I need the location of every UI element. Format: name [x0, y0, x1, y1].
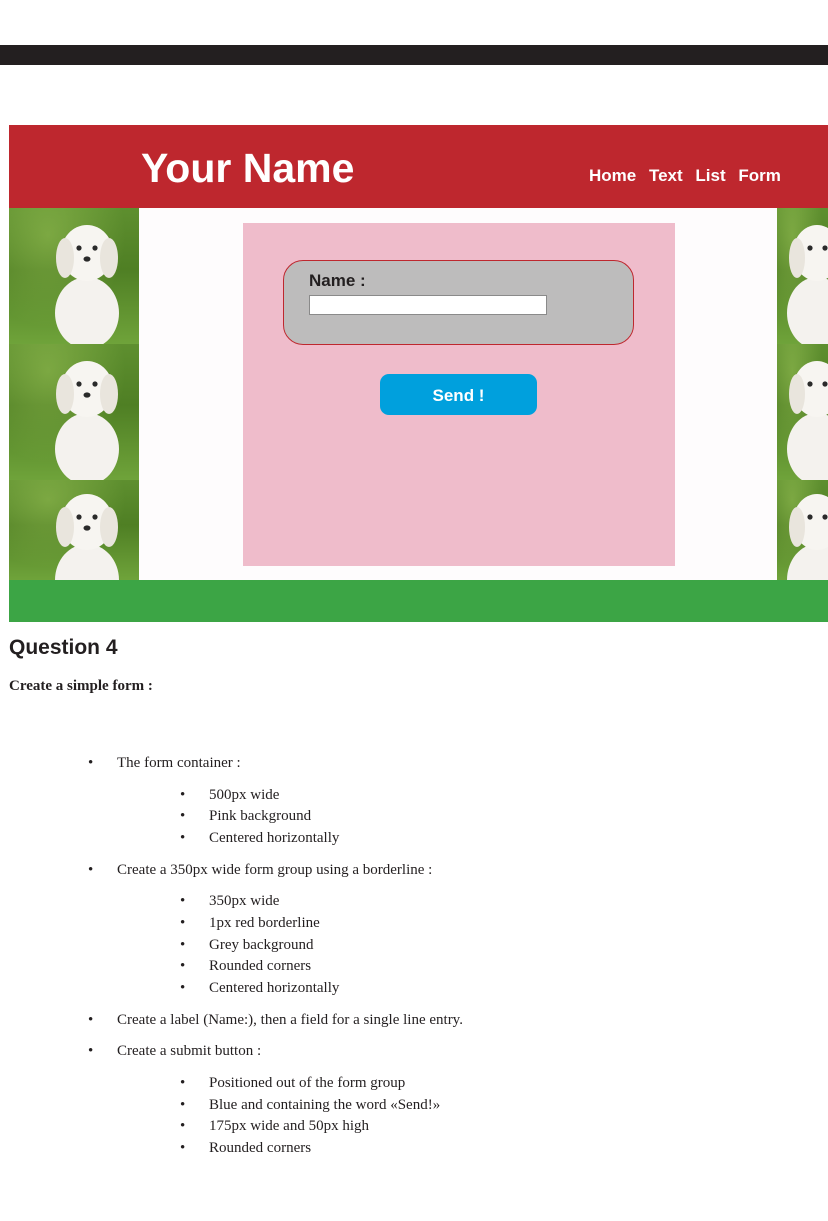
sub-list-item: [180, 935, 314, 955]
question-intro: Create a simple form :: [9, 678, 153, 694]
sub-list-item-text: Rounded corners: [209, 958, 312, 974]
site-footer: [9, 580, 828, 622]
website-preview: [9, 125, 828, 622]
dog-photo: [9, 344, 139, 480]
bullet-icon: •: [180, 980, 186, 996]
sub-list-item-text: Grey background: [209, 937, 314, 953]
sub-list-item-text: Rounded corners: [209, 1140, 312, 1156]
nav-text-link[interactable]: Text: [648, 166, 683, 185]
question-heading: Question 4: [9, 636, 118, 659]
bullet-icon: •: [88, 755, 94, 771]
bullet-icon: •: [180, 893, 186, 909]
name-input[interactable]: [309, 295, 547, 315]
sub-list-item-text: 350px wide: [209, 893, 280, 909]
dog-photo-column-right: [777, 208, 828, 580]
sub-list-item: [180, 891, 280, 911]
sub-list-item-text: Centered horizontally: [209, 830, 340, 846]
bullet-icon: •: [180, 1118, 186, 1134]
bullet-icon: •: [180, 1097, 186, 1113]
sub-list-item-text: 500px wide: [209, 787, 280, 803]
site-body: [9, 208, 828, 580]
bullet-icon: •: [88, 1043, 94, 1059]
send-button[interactable]: Send !: [380, 374, 537, 415]
dog-photo: [777, 480, 828, 580]
bullet-icon: •: [88, 1012, 94, 1028]
list-item: [88, 1010, 463, 1030]
sub-list-item-text: Centered horizontally: [209, 980, 340, 996]
sub-list-item: [180, 978, 340, 998]
nav-home-link[interactable]: Home: [589, 166, 637, 185]
sub-list-item-text: Positioned out of the form group: [209, 1075, 406, 1091]
sub-list-item: [180, 785, 280, 805]
dog-photo-column-left: [9, 208, 139, 580]
site-header: [9, 125, 828, 208]
sub-list-item: [180, 1116, 369, 1136]
sub-list-item: [180, 1095, 441, 1115]
bullet-icon: •: [180, 915, 186, 931]
list-item: [88, 860, 433, 880]
sub-list-item: [180, 1073, 406, 1093]
dog-photo: [9, 208, 139, 344]
bullet-icon: •: [180, 937, 186, 953]
sub-list-item-text: 1px red borderline: [209, 915, 320, 931]
nav-form-link[interactable]: Form: [738, 166, 781, 185]
bullet-icon: •: [180, 808, 186, 824]
site-title: Your Name: [141, 145, 355, 191]
sub-list-item: [180, 913, 320, 933]
bullet-icon: •: [180, 958, 186, 974]
bullet-icon: •: [180, 787, 186, 803]
list-item-text: Create a submit button :: [117, 1043, 262, 1059]
list-item-text: Create a 350px wide form group using a borderline :: [117, 862, 433, 878]
bullet-icon: •: [88, 862, 94, 878]
list-item-text: Create a label (Name:), then a field for a single line entry.: [117, 1012, 463, 1028]
bullet-icon: •: [180, 1140, 186, 1156]
dog-photo: [9, 480, 139, 580]
form-container: [243, 223, 675, 566]
bullet-icon: •: [180, 1075, 186, 1091]
dog-photo: [777, 344, 828, 480]
site-nav: [589, 166, 789, 186]
nav-list-link[interactable]: List: [695, 166, 726, 185]
sub-list-item: [180, 828, 340, 848]
form-group: [283, 260, 634, 345]
bullet-icon: •: [180, 830, 186, 846]
sub-list-item-text: Pink background: [209, 808, 312, 824]
name-label: Name :: [309, 271, 366, 290]
list-item: [88, 753, 241, 773]
top-dark-bar: [0, 45, 828, 65]
dog-photo: [777, 208, 828, 344]
sub-list-item-text: Blue and containing the word «Send!»: [209, 1097, 441, 1113]
sub-list-item-text: 175px wide and 50px high: [209, 1118, 369, 1134]
sub-list-item: [180, 806, 312, 826]
list-item-text: The form container :: [117, 755, 241, 771]
list-item: [88, 1041, 262, 1061]
sub-list-item: [180, 1138, 312, 1158]
sub-list-item: [180, 956, 312, 976]
